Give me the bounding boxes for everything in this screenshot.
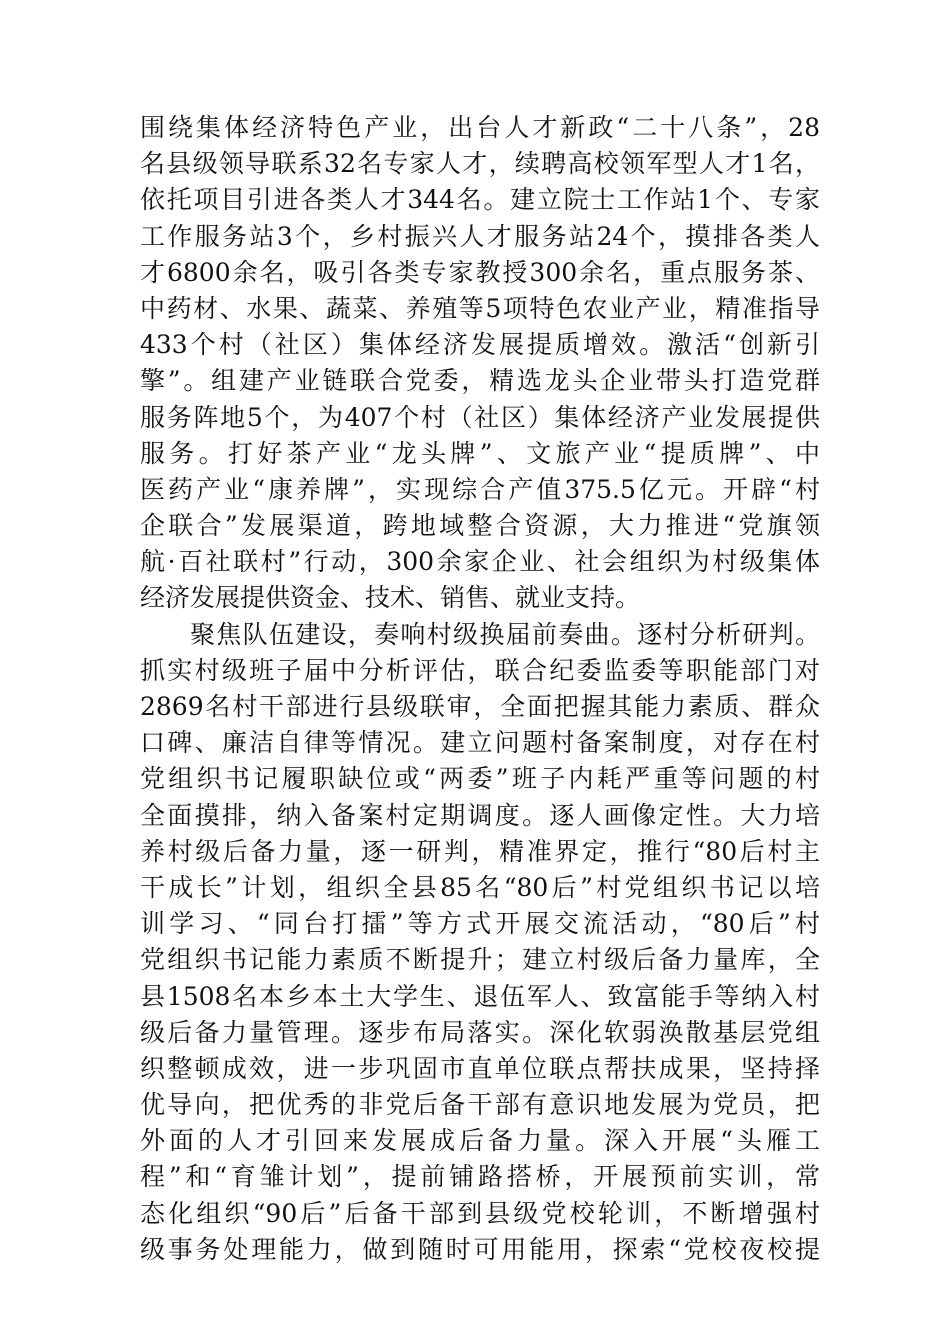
text-line: 医药产业“康养牌”，实现综合产值375.5亿元。开辟“村 xyxy=(140,474,820,504)
text-line: 2869名村干部进行县级联审，全面把握其能力素质、群众 xyxy=(140,692,820,721)
text-line: 抓实村级班子届中分析评估，联合纪委监委等职能部门对 xyxy=(140,655,820,685)
text-line: 服务。打好茶产业“龙头牌”、文旅产业“提质牌”、中 xyxy=(140,438,820,468)
text-line: 党组织书记能力素质不断提升；建立村级后备力量库，全 xyxy=(140,945,820,975)
text-line: 擎”。组建产业链联合党委，精选龙头企业带头打造党群 xyxy=(140,366,820,396)
text-line: 才6800余名，吸引各类专家教授300余名，重点服务茶、 xyxy=(140,257,820,287)
text-line: 企联合”发展渠道，跨地域整合资源，大力推进“党旗领 xyxy=(140,511,820,541)
text-line: 外面的人才引回来发展成后备力量。深入开展“头雁工 xyxy=(140,1126,820,1156)
text-line: 名县级领导联系32名专家人才，续聘高校领军型人才1名， xyxy=(140,149,820,179)
paragraph-team-building xyxy=(140,617,820,1268)
text-line: 经济发展提供资金、技术、销售、就业支持。 xyxy=(140,583,641,613)
text-line: 工作服务站3个，乡村振兴人才服务站24个，摸排各类人 xyxy=(140,221,820,251)
document-body xyxy=(140,110,820,1268)
text-line: 级后备力量管理。逐步布局落实。深化软弱涣散基层党组 xyxy=(140,1017,820,1047)
text-line: 中药材、水果、蔬菜、养殖等5项特色农业产业，精准指导 xyxy=(140,293,820,323)
text-line: 干成长”计划，组织全县85名“80后”村党组织书记以培 xyxy=(140,872,820,902)
text-line: 围绕集体经济特色产业，出台人才新政“二十八条”，28 xyxy=(140,113,820,142)
text-line: 全面摸排，纳入备案村定期调度。逐人画像定性。大力培 xyxy=(140,800,820,830)
text-line: 养村级后备力量，逐一研判，精准界定，推行“80后村主 xyxy=(140,836,820,866)
text-line: 态化组织“90后”后备干部到县级党校轮训，不断增强村 xyxy=(140,1198,820,1228)
text-line: 依托项目引进各类人才344名。建立院士工作站1个、专家 xyxy=(140,185,820,215)
text-line: 口碑、廉洁自律等情况。建立问题村备案制度，对存在村 xyxy=(140,728,820,758)
text-line: 县1508名本乡本土大学生、退伍军人、致富能手等纳入村 xyxy=(140,981,820,1011)
text-line: 433个村（社区）集体经济发展提质增效。激活“创新引 xyxy=(140,330,820,360)
text-line: 训学习、“同台打擂”等方式开展交流活动，“80后”村 xyxy=(140,909,820,939)
text-line: 航·百社联村”行动，300余家企业、社会组织为村级集体 xyxy=(140,547,820,577)
paragraph-talent-policy xyxy=(140,110,820,617)
text-line: 级事务处理能力，做到随时可用能用，探索“党校夜校提 xyxy=(140,1234,820,1264)
text-line: 党组织书记履职缺位或“两委”班子内耗严重等问题的村 xyxy=(140,764,820,794)
text-line: 优导向，把优秀的非党后备干部有意识地发展为党员，把 xyxy=(140,1090,820,1120)
text-line: 织整顿成效，进一步巩固市直单位联点帮扶成果，坚持择 xyxy=(140,1053,820,1083)
text-line: 服务阵地5个，为407个村（社区）集体经济产业发展提供 xyxy=(140,402,820,432)
text-line: 程”和“育雏计划”，提前铺路搭桥，开展预前实训，常 xyxy=(140,1162,820,1192)
text-line: 聚焦队伍建设，奏响村级换届前奏曲。逐村分析研判。 xyxy=(190,619,820,649)
